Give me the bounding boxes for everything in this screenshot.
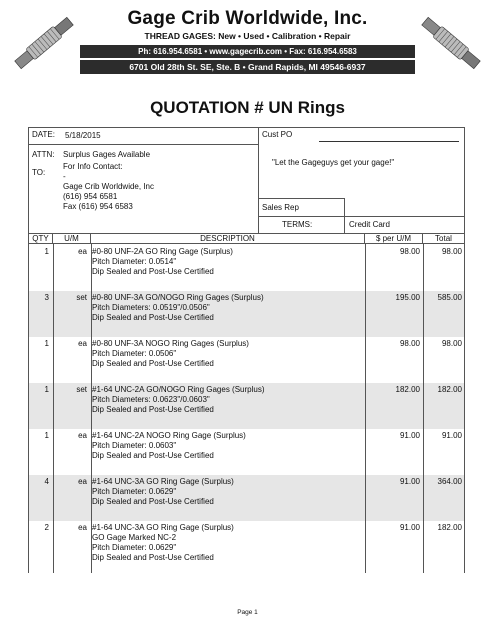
um-cell: ea [78,523,87,532]
um-cell: ea [78,477,87,486]
total-cell: 182.00 [437,523,462,532]
um-cell: set [76,385,87,394]
description-line: #1-64 UNC-3A GO Ring Gage (Surplus) [92,477,234,486]
divider [29,144,258,145]
company-address: 6701 Old 28th St. SE, Ste. B • Grand Rapids, MI 49546-6937 [80,60,415,74]
divider [259,216,464,217]
attn-value: Surplus Gages Available [63,150,151,159]
column-divider [53,244,54,573]
description-cell [92,293,364,323]
letterhead [0,0,495,80]
table-row [29,475,464,521]
to-line: Fax (616) 954 6583 [63,202,133,211]
price-cell: 182.00 [395,385,420,394]
column-header-um: U/M [53,234,91,244]
price-cell: 195.00 [395,293,420,302]
table-row [29,521,464,573]
table-row [29,291,464,337]
to-line: (616) 954 6581 [63,192,118,201]
column-divider [365,244,366,573]
total-cell: 182.00 [437,385,462,394]
cust-po-field[interactable] [319,141,459,142]
description-line: Pitch Diameters: 0.0519"/0.0506" [92,303,210,312]
description-line: Dip Sealed and Post-Use Certified [92,497,214,506]
um-cell: ea [78,431,87,440]
slogan: "Let the Gageguys get your gage!" [272,158,395,167]
page-title: QUOTATION # UN Rings [150,98,345,117]
description-line: Pitch Diameter: 0.0506" [92,349,177,358]
quote-info-box [28,127,465,234]
table-row [29,429,464,475]
table-row [29,245,464,291]
description-line: #1-64 UNC-2A NOGO Ring Gage (Surplus) [92,431,246,440]
column-header-description: DESCRIPTION [91,234,365,244]
company-contact: Ph: 616.954.6581 • www.gagecrib.com • Fax: 616.954.6583 [80,45,415,58]
column-header-qty: QTY [29,234,53,244]
description-line: #1-64 UNC-2A GO/NOGO Ring Gages (Surplus) [92,385,265,394]
qty-cell: 1 [44,431,49,440]
company-banner [80,8,415,78]
divider [344,198,345,233]
description-line: Dip Sealed and Post-Use Certified [92,359,214,368]
qty-cell: 4 [44,477,49,486]
description-cell [92,339,364,369]
description-cell [92,385,364,415]
total-cell: 98.00 [441,247,462,256]
total-cell: 91.00 [441,431,462,440]
description-line: #0-80 UNF-2A GO Ring Gage (Surplus) [92,247,233,256]
description-line: Pitch Diameters: 0.0623"/0.0603" [92,395,210,404]
attn-label: ATTN: [32,150,55,159]
qty-cell: 1 [44,247,49,256]
total-cell: 98.00 [441,339,462,348]
company-tagline: THREAD GAGES: New • Used • Calibration • Repair [144,31,351,41]
company-name: Gage Crib Worldwide, Inc. [127,8,368,29]
price-cell: 91.00 [399,477,420,486]
to-address [63,162,154,212]
price-cell: 91.00 [399,523,420,532]
column-header-total: Total [423,234,464,244]
column-divider [423,244,424,573]
date-label: DATE: [32,130,55,139]
price-cell: 91.00 [399,431,420,440]
description-line: #0-80 UNF-3A NOGO Ring Gages (Surplus) [92,339,249,348]
description-line: Pitch Diameter: 0.0629" [92,543,177,552]
description-line: Pitch Diameter: 0.0603" [92,441,177,450]
terms-value: Credit Card [349,220,390,229]
column-divider [91,244,92,573]
description-line: Dip Sealed and Post-Use Certified [92,267,214,276]
qty-cell: 1 [44,339,49,348]
description-line: GO Gage Marked NC-2 [92,533,177,542]
to-line: For Info Contact: [63,162,123,171]
description-cell [92,431,364,461]
to-line: - [63,172,66,181]
to-label: TO: [32,168,46,177]
line-items-table [28,234,465,573]
description-line: Pitch Diameter: 0.0629" [92,487,177,496]
thread-gage-icon [411,10,491,76]
terms-label: TERMS: [282,220,313,229]
cust-po-label: Cust PO [262,130,293,139]
description-line: Dip Sealed and Post-Use Certified [92,553,214,562]
table-row [29,383,464,429]
description-line: #0-80 UNF-3A GO/NOGO Ring Gages (Surplus) [92,293,264,302]
column-header-price: $ per U/M [365,234,423,244]
thread-gage-icon [4,10,84,76]
date-value: 5/18/2015 [65,131,101,140]
total-cell: 585.00 [437,293,462,302]
price-cell: 98.00 [399,339,420,348]
to-line: Gage Crib Worldwide, Inc [63,182,154,191]
description-line: Dip Sealed and Post-Use Certified [92,313,214,322]
description-cell [92,523,364,563]
description-cell [92,477,364,507]
um-cell: ea [78,339,87,348]
description-cell [92,247,364,277]
description-line: Dip Sealed and Post-Use Certified [92,405,214,414]
total-cell: 364.00 [437,477,462,486]
qty-cell: 2 [44,523,49,532]
description-line: Dip Sealed and Post-Use Certified [92,451,214,460]
price-cell: 98.00 [399,247,420,256]
description-line: Pitch Diameter: 0.0514" [92,257,177,266]
divider [259,198,344,199]
um-cell: ea [78,247,87,256]
address-block [29,128,259,233]
page-number: Page 1 [237,609,258,616]
description-line: #1-64 UNC-3A GO Ring Gage (Surplus) [92,523,234,532]
um-cell: set [76,293,87,302]
qty-cell: 3 [44,293,49,302]
order-block [259,128,464,233]
sales-rep-label: Sales Rep [262,203,299,212]
qty-cell: 1 [44,385,49,394]
table-row [29,337,464,383]
